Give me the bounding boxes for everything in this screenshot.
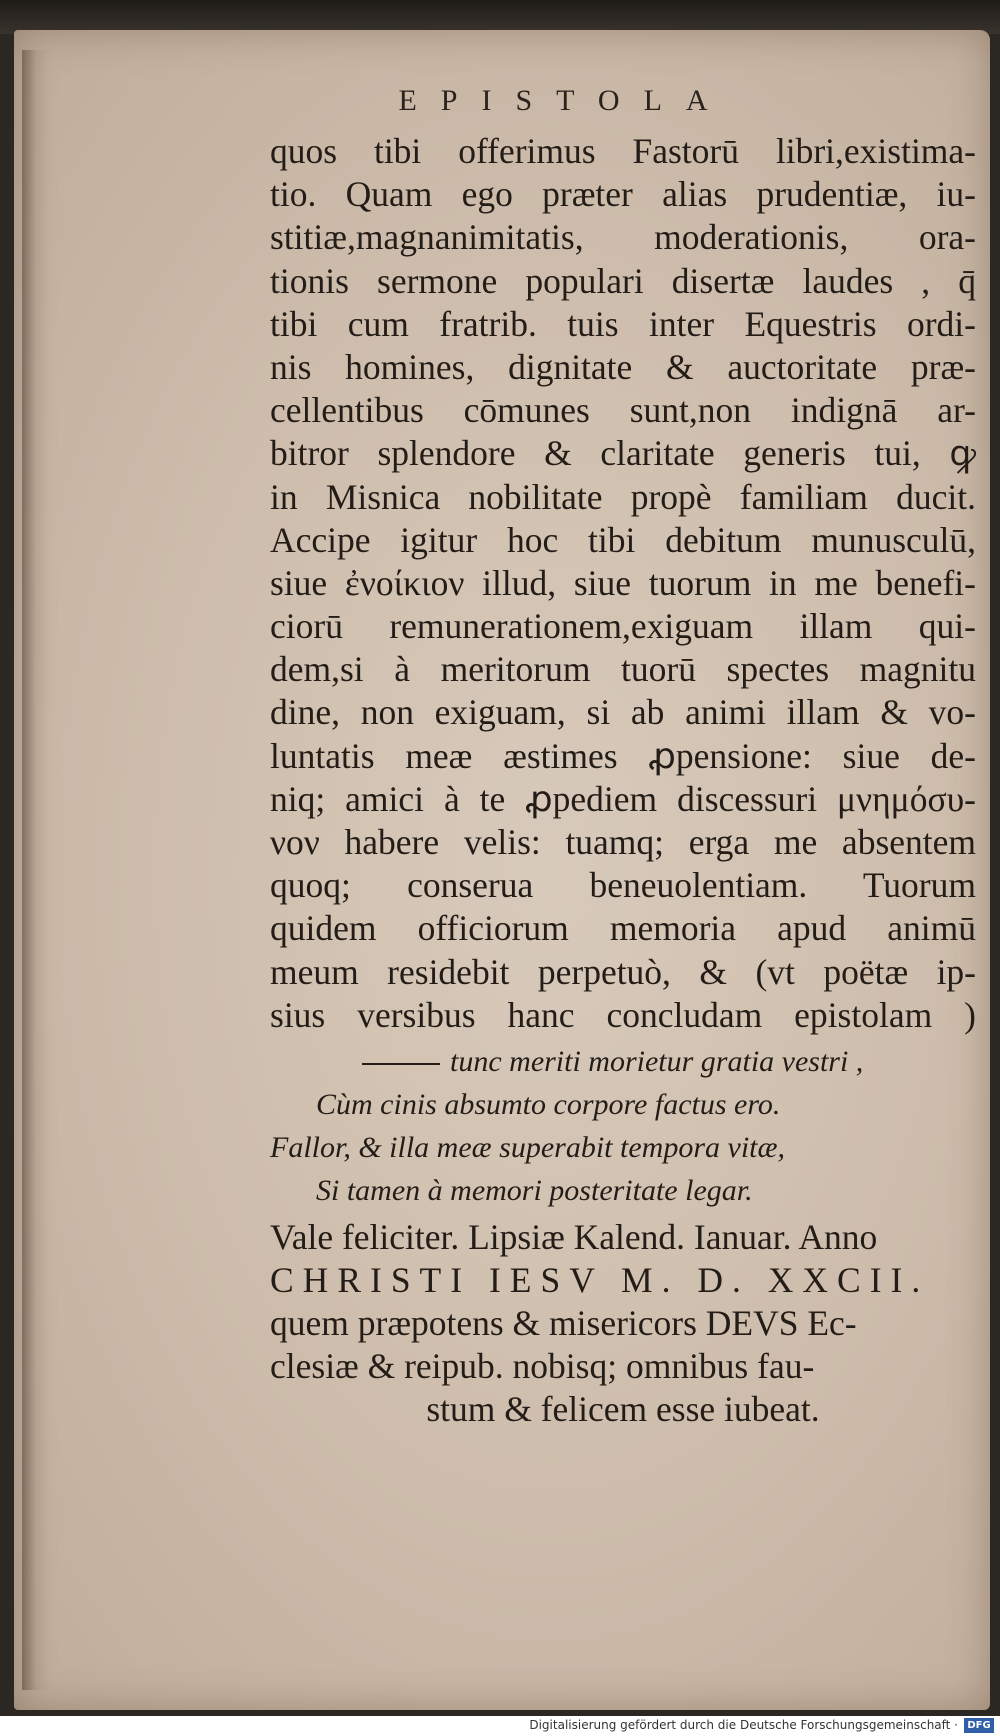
dfg-logo: DFG [964, 1718, 994, 1733]
running-head: EPISTOLA [398, 84, 732, 117]
text-line: tio. Quam ego præter alias prudentiæ, iu- [270, 174, 976, 215]
closing-line: quem præpotens & misericors DEVS Ec- [270, 1303, 857, 1343]
text-line: ciorū remunerationem,exiguam illam qui- [270, 606, 976, 647]
text-line: niq; amici à te ꝓpediem discessuri μνημόσυ- [270, 778, 976, 819]
text-line: dem,si à meritorum tuorū spectes magnitu [270, 649, 976, 690]
text-line: quoq; conserua beneuolentiam. Tuorum [270, 865, 976, 906]
text-line: meum residebit perpetuò, & (vt poëtæ ip- [270, 951, 976, 992]
funding-credit: Digitalisierung gefördert durch die Deutsche Forschungsgemeinschaft · [529, 1718, 958, 1732]
digitization-footer [0, 1716, 1000, 1736]
verse-line [270, 1040, 976, 1083]
letter-closing [270, 1216, 976, 1431]
text-line: siue ἐνοίκιον illud, siue tuorum in me benefi- [270, 562, 976, 603]
text-line: sius versibus hanc concludam epistolam ) [270, 994, 976, 1035]
text-line: cellentibus cōmunes sunt,non indignā ar- [270, 390, 976, 431]
closing-line: clesiæ & reipub. nobisq; omnibus fau- [270, 1346, 815, 1386]
text-line: bitror splendore & claritate generis tui, ꝙ [270, 433, 976, 474]
verse-quotation [270, 1040, 976, 1212]
text-line: νον habere velis: tuamq; erga me absentem [270, 822, 976, 862]
verse-line: Si tamen à memori posteritate legar. [316, 1174, 753, 1207]
closing-line: stum & felicem esse iubeat. [426, 1389, 820, 1429]
closing-line: Vale feliciter. Lipsiæ Kalend. Ianuar. Anno [270, 1217, 878, 1257]
text-line: dine, non exiguam, si ab animi illam & vo- [270, 692, 976, 733]
text-line: nis homines, dignitate & auctoritate præ- [270, 346, 976, 387]
verse-line: Cùm cinis absumto corpore factus ero. [316, 1088, 781, 1121]
text-line: quos tibi offerimus Fastorū libri,existima- [270, 131, 976, 171]
scan-top-edge [0, 0, 1000, 34]
text-line: luntatis meæ æstimes ꝓpensione: siue de- [270, 735, 976, 776]
page-spine-shadow [22, 50, 50, 1690]
letter-body [270, 130, 976, 1037]
closing-line: CHRISTI IESV M. D. XXCII. [270, 1260, 930, 1300]
text-line: stitiæ,magnanimitatis, moderationis, ora- [270, 217, 976, 258]
text-line: tionis sermone populari disertæ laudes , q̄ [270, 260, 976, 301]
text-line: Accipe igitur hoc tibi debitum munusculū, [270, 519, 976, 560]
text-line: quidem officiorum memoria apud animū [270, 908, 976, 949]
verse-dash [362, 1063, 440, 1065]
verse-line-text: tunc meriti morietur gratia vestri , [450, 1045, 864, 1078]
text-line: in Misnica nobilitate propè familiam ducit. [270, 476, 976, 517]
verse-line: Fallor, & illa meæ superabit tempora vitæ, [270, 1131, 785, 1164]
text-line: tibi cum fratrib. tuis inter Equestris ordi- [270, 303, 976, 344]
